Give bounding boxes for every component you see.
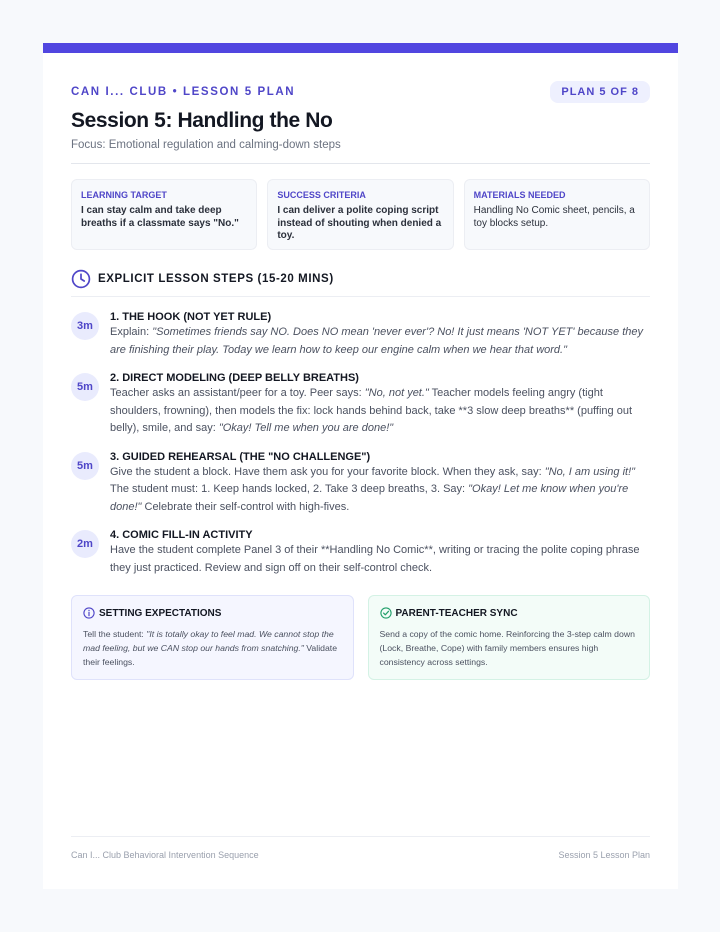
steps-section-header — [71, 269, 650, 297]
step-description: Explain: "Sometimes friends say NO. Does NO mean 'never ever'? No! It just means 'NOT YET' because they are finishing their play. Today we learn how to keep our engine calm when we hear that word." — [110, 326, 643, 356]
step-description: Teacher asks an assistant/peer for a toy. Peer says: "No, not yet." Teacher models feeling angry (tight shoulders, frowning), then models the fix: lock hands behind back, take **3 slow deep breaths** (puffing out belly), smile, and say: "Okay! Tell me when you are done!" — [110, 387, 633, 434]
step-description: Give the student a block. Have them ask you for your favorite block. When they ask, say: "No, I am using it!" The student must: 1. Keep hands locked, 2. Take 3 deep breaths, 3. Say: "Okay! Let me know when you're done!" Celebrate their self-control with high-fives. — [110, 465, 636, 513]
parent-teacher-sync-callout — [368, 595, 651, 680]
kicker-label: CAN I... CLUB • LESSON 5 PLAN — [71, 86, 296, 98]
info-icon — [83, 607, 95, 619]
step-duration-badge: 5m — [71, 452, 99, 480]
expectations-callout — [71, 595, 354, 680]
card-text: I can deliver a polite coping script instead of shouting when denied a toy. — [277, 205, 442, 241]
learning-target-card — [71, 179, 257, 250]
step-duration-badge: 2m — [71, 530, 99, 558]
step-title: 2. DIRECT MODELING (DEEP BELLY BREATHS) — [110, 372, 359, 384]
callout-text: Tell the student: "It is totally okay to feel mad. We cannot stop the mad feeling, but we CAN stop our hands from snatching." Validate their feelings. — [83, 629, 338, 667]
clock-icon — [71, 269, 91, 289]
card-label: MATERIALS NEEDED — [473, 190, 566, 200]
callout-text: Send a copy of the comic home. Reinforcing the 3-step calm down (Lock, Breathe, Cope) with family members ensures high consistency across settings. — [379, 629, 635, 667]
callout-title: SETTING EXPECTATIONS — [99, 607, 222, 619]
check-circle-icon — [380, 607, 392, 619]
card-label: SUCCESS CRITERIA — [277, 190, 366, 200]
page-title: Session 5: Handling the No — [71, 109, 333, 132]
lesson-step — [71, 311, 650, 359]
accent-bar — [43, 43, 678, 53]
callout-title: PARENT-TEACHER SYNC — [395, 607, 518, 619]
step-duration-badge: 3m — [71, 312, 99, 340]
objective-cards — [71, 179, 650, 250]
step-duration-badge: 5m — [71, 373, 99, 401]
step-title: 1. THE HOOK (NOT YET RULE) — [110, 311, 272, 323]
card-label: LEARNING TARGET — [81, 190, 167, 200]
divider — [71, 163, 650, 164]
header-row — [71, 81, 650, 103]
steps-section-title: EXPLICIT LESSON STEPS (15-20 MINS) — [98, 273, 334, 285]
lesson-step — [71, 372, 650, 438]
step-title: 3. GUIDED REHEARSAL (THE "NO CHALLENGE") — [110, 450, 371, 463]
step-description: Have the student complete Panel 3 of their **Handling No Comic**, writing or tracing the polite coping phrase they just practiced. Review and sign off on their self-control check. — [110, 544, 640, 574]
card-text: I can stay calm and take deep breaths if a classmate says "No." — [81, 205, 239, 229]
callout-boxes — [71, 595, 650, 680]
page-footer — [71, 836, 650, 860]
lesson-step — [71, 451, 650, 517]
focus-subtitle: Focus: Emotional regulation and calming-down steps — [71, 139, 341, 151]
footer-right: Session 5 Lesson Plan — [558, 850, 650, 860]
materials-card — [464, 179, 650, 250]
lesson-step — [71, 529, 650, 577]
lesson-plan-page — [43, 43, 678, 889]
plan-badge: PLAN 5 OF 8 — [550, 81, 650, 103]
step-title: 4. COMIC FILL-IN ACTIVITY — [110, 529, 253, 541]
card-text: Handling No Comic sheet, pencils, a toy blocks setup. — [473, 205, 635, 229]
success-criteria-card — [267, 179, 453, 250]
footer-left: Can I... Club Behavioral Intervention Sequence — [71, 850, 259, 860]
